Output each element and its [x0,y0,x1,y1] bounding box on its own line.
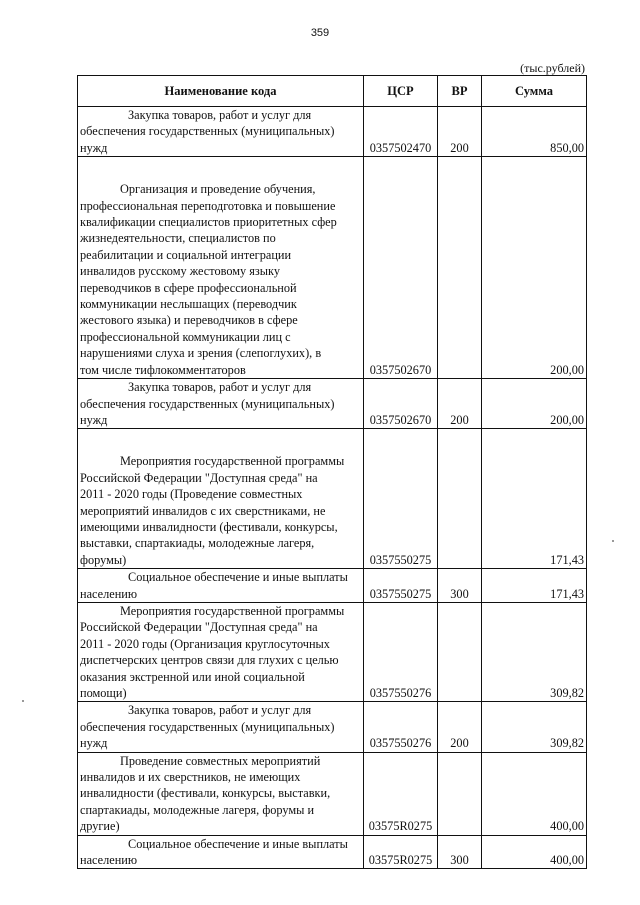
row-name-line: профессиональная переподготовка и повышение [80,198,336,213]
row-name-text: Социальное обеспечение и иные выплаты [128,570,348,585]
row-name-line: мероприятий инвалидов с их сверстниками, не [80,503,326,518]
row-csr-cell: 0357502670 [364,379,438,429]
row-name-line: инвалидов русскому жестовому языку [80,264,280,279]
row-vr-cell: 200 [438,702,482,752]
row-name-line: коммуникации неслышащих (переводчик [80,297,297,312]
row-name-cell [78,379,364,429]
row-name-line: 2011 - 2020 годы (Организация круглосуточных [80,636,330,651]
row-sum-cell: 309,82 [482,702,587,752]
row-csr-cell: 0357550275 [364,429,438,569]
row-name-line [80,753,361,769]
row-name-cell [78,157,364,379]
row-sum-cell: 171,43 [482,429,587,569]
row-vr-cell: 200 [438,107,482,157]
row-name-cell [78,752,364,835]
row-vr-cell: 300 [438,835,482,869]
row-spacer [80,157,361,181]
table-row [78,752,587,835]
row-vr-cell [438,602,482,701]
table-body [78,107,587,869]
row-name-line: выставки, спартакиады, молодежные лагеря, [80,536,315,551]
row-name-line: оказания экстренной или иной социальной [80,669,305,684]
row-name-cell [78,602,364,701]
row-name-line: переводчиков в сфере профессиональной [80,280,297,295]
row-name-line: форумы) [80,552,127,567]
row-name-cell [78,429,364,569]
row-csr-cell: 0357550276 [364,702,438,752]
table-row [78,702,587,752]
row-name-line: спартакиады, молодежные лагеря, форумы и [80,802,315,817]
row-name-line: инвалидов и их сверстников, не имеющих [80,770,301,785]
row-name-line: другие) [80,819,120,834]
row-name-line: нарушениями слуха и зрения (слепоглухих), в [80,346,322,361]
scan-speck [22,700,24,702]
row-vr-cell: 300 [438,569,482,603]
row-name-line: помощи) [80,686,127,700]
row-name-text: Закупка товаров, работ и услуг для [128,703,312,718]
table-header-row [78,76,587,107]
table-row [78,107,587,157]
row-name-line: нужд [80,412,108,427]
row-name-line: населению [80,586,138,601]
table-row [78,379,587,429]
row-csr-cell: 0357550275 [364,569,438,603]
row-name-cell [78,107,364,157]
row-csr-cell: 0357550276 [364,602,438,701]
row-name-cell [78,702,364,752]
row-name-line: Российской Федерации "Доступная среда" на [80,470,318,485]
row-name-line: инвалидности (фестивали, конкурсы, выставки, [80,786,331,801]
row-vr-cell [438,157,482,379]
row-name-text: Организация и проведение обучения, [120,182,316,197]
row-name-line: имеющими инвалидности (фестивали, конкурсы, [80,519,338,534]
row-name-line [80,107,361,123]
row-name-line: жизнедеятельности, специалистов по [80,231,276,246]
header-vr: ВР [438,76,482,107]
row-vr-cell: 200 [438,379,482,429]
row-name-text: Социальное обеспечение и иные выплаты [128,836,348,851]
row-sum-cell: 171,43 [482,569,587,603]
row-sum-cell: 309,82 [482,602,587,701]
row-name-line: нужд [80,736,108,751]
row-name-line: том числе тифлокомментаторов [80,362,246,377]
row-sum-cell: 400,00 [482,752,587,835]
row-name-line: профессиональной коммуникации лиц с [80,329,291,344]
row-sum-cell: 400,00 [482,835,587,869]
row-csr-cell: 03575R0275 [364,752,438,835]
row-name-line [80,379,361,395]
row-sum-cell: 200,00 [482,379,587,429]
row-csr-cell: 0357502470 [364,107,438,157]
row-name-text: Мероприятия государственной программы [120,454,345,469]
row-vr-cell [438,752,482,835]
row-sum-cell: 200,00 [482,157,587,379]
row-name-text: Закупка товаров, работ и услуг для [128,108,312,122]
row-csr-cell: 03575R0275 [364,835,438,869]
row-name-line: квалификации специалистов приоритетных сфер [80,215,337,230]
row-name-cell [78,835,364,869]
table-row [78,569,587,603]
row-name-text: Закупка товаров, работ и услуг для [128,380,312,395]
row-name-line: населению [80,853,138,868]
row-spacer [80,429,361,453]
row-name-line: 2011 - 2020 годы (Проведение совместных [80,487,303,502]
row-name-line: обеспечения государственных (муниципальных) [80,719,335,734]
row-sum-cell: 850,00 [482,107,587,157]
row-name-line: нужд [80,140,108,155]
table-row [78,835,587,869]
header-sum: Сумма [482,76,587,107]
page-number: 359 [310,27,330,39]
row-name-line [80,453,361,469]
row-name-line: обеспечения государственных (муниципальных) [80,396,335,411]
table-row [78,157,587,379]
table-row [78,429,587,569]
header-name: Наименование кода [78,76,364,107]
row-name-line: обеспечения государственных (муниципальных) [80,124,335,139]
units-label: (тыс.рублей) [520,61,585,75]
row-name-line [80,181,361,197]
row-name-text: Мероприятия государственной программы [120,603,345,618]
row-name-line [80,603,361,619]
row-name-line [80,702,361,718]
row-vr-cell [438,429,482,569]
row-csr-cell: 0357502670 [364,157,438,379]
row-name-line: диспетчерских центров связи для глухих с целью [80,653,339,668]
row-name-line [80,569,361,585]
scan-speck [612,540,614,542]
row-name-line: реабилитации и социальной интеграции [80,247,292,262]
header-csr: ЦСР [364,76,438,107]
row-name-line: жестового языка) и переводчиков в сфере [80,313,298,328]
row-name-line: Российской Федерации "Доступная среда" на [80,620,318,635]
row-name-text: Проведение совместных мероприятий [120,753,321,768]
row-name-line [80,836,361,852]
table-row [78,602,587,701]
row-name-cell [78,569,364,603]
budget-table [77,75,587,869]
